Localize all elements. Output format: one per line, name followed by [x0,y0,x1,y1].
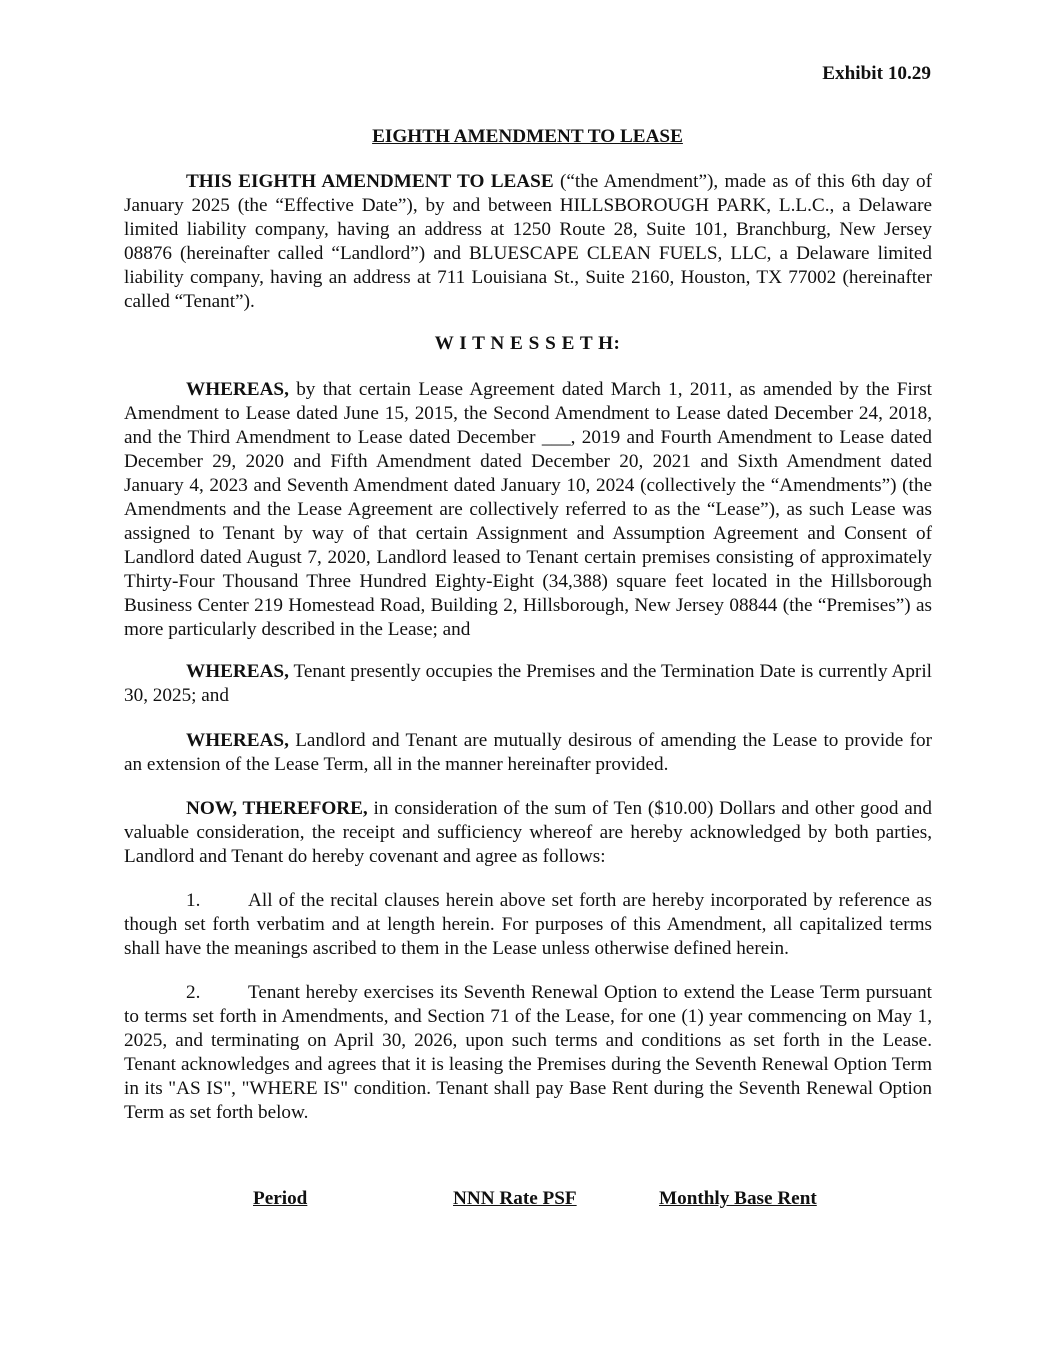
now-therefore-paragraph [124,797,932,869]
whereas-paragraph-2 [124,660,932,708]
now-therefore-lead: NOW, THEREFORE, [186,798,368,819]
whereas-paragraph-1 [124,378,932,642]
exhibit-number: Exhibit 10.29 [822,63,931,84]
rent-table-header-monthly-rent: Monthly Base Rent [659,1188,817,1209]
rent-table-header-period: Period [253,1188,308,1209]
whereas-text-2: Tenant presently occupies the Premises and the Termination Date is currently April 30, 2025; and [124,661,932,706]
clause-number-1: 1. [186,890,201,911]
whereas-lead-2: WHEREAS, [186,661,289,682]
whereas-paragraph-3 [124,729,932,777]
document-title: EIGHTH AMENDMENT TO LEASE [372,126,683,147]
witnesseth-heading: W I T N E S S E T H: [434,333,621,354]
now-therefore-text: in consideration of the sum of Ten ($10.00) Dollars and other good and valuable consideration, the receipt and sufficiency whereof are hereby acknowledged by both parties, Landlord and Tenant do hereby covenant and agree as follows: [124,798,932,867]
clause-text-2: Tenant hereby exercises its Seventh Renewal Option to extend the Lease Term pursuant to terms set forth in Amendments, and Section 71 of the Lease, for one (1) year commencing on May 1, 2025, and terminating on April 30, 2026, upon such terms and conditions as set forth in the Lease. Tenant acknowledges and agrees that it is leasing the Premises during the Seventh Renewal Option Term in its "AS IS", "WHERE IS" condition. Tenant shall pay Base Rent during the Seventh Renewal Option Term as set forth below. [124,982,932,1123]
clause-text-1: All of the recital clauses herein above set forth are hereby incorporated by reference as though set forth verbatim and at length herein. For purposes of this Amendment, all capitalized terms shall have the meanings ascribed to them in the Lease unless otherwise defined herein. [124,890,932,959]
whereas-lead-3: WHEREAS, [186,730,289,751]
whereas-text-1: by that certain Lease Agreement dated March 1, 2011, as amended by the First Amendment to Lease dated June 15, 2015, the Second Amendment to Lease dated December 24, 2018, and the Third Amendment to Lease dated December ___, 2019 and Fourth Amendment to Lease dated December 29, 2020 and Fifth Amendment dated December 20, 2021 and Sixth Amendment dated January 4, 2023 and Seventh Amendment dated January 10, 2024 (collectively the “Amendments”) (the Amendments and the Lease Agreement are collectively referred to as the “Lease”), as such Lease was assigned to Tenant by way of that certain Assignment and Assumption Agreement and Consent of Landlord dated August 7, 2020, Landlord leased to Tenant certain premises consisting of approximately Thirty-Four Thousand Three Hundred Eighty-Eight (34,388) square feet located in the Hillsborough Business Center 219 Homestead Road, Building 2, Hillsborough, New Jersey 08844 (the “Premises”) as more particularly described in the Lease; and [124,379,932,640]
intro-text: (“the Amendment”), made as of this 6th day of January 2025 (the “Effective Date”), by and between HILLSBOROUGH PARK, L.L.C., a Delaware limited liability company, having an address at 1250 Route 28, Suite 101, Branchburg, New Jersey 08876 (hereinafter called “Landlord”) and BLUESCAPE CLEAN FUELS, LLC, a Delaware limited liability company, having an address at 711 Louisiana St., Suite 2160, Houston, TX 77002 (hereinafter called “Tenant”). [124,171,932,312]
whereas-lead-1: WHEREAS, [186,379,289,400]
clause-1 [124,889,932,961]
clause-number-2: 2. [186,982,201,1003]
rent-table-header-rate: NNN Rate PSF [453,1188,577,1209]
whereas-text-3: Landlord and Tenant are mutually desirous of amending the Lease to provide for an extension of the Lease Term, all in the manner hereinafter provided. [124,730,932,775]
intro-lead: THIS EIGHTH AMENDMENT TO LEASE [186,171,554,192]
intro-paragraph [124,170,932,314]
clause-2 [124,981,932,1125]
